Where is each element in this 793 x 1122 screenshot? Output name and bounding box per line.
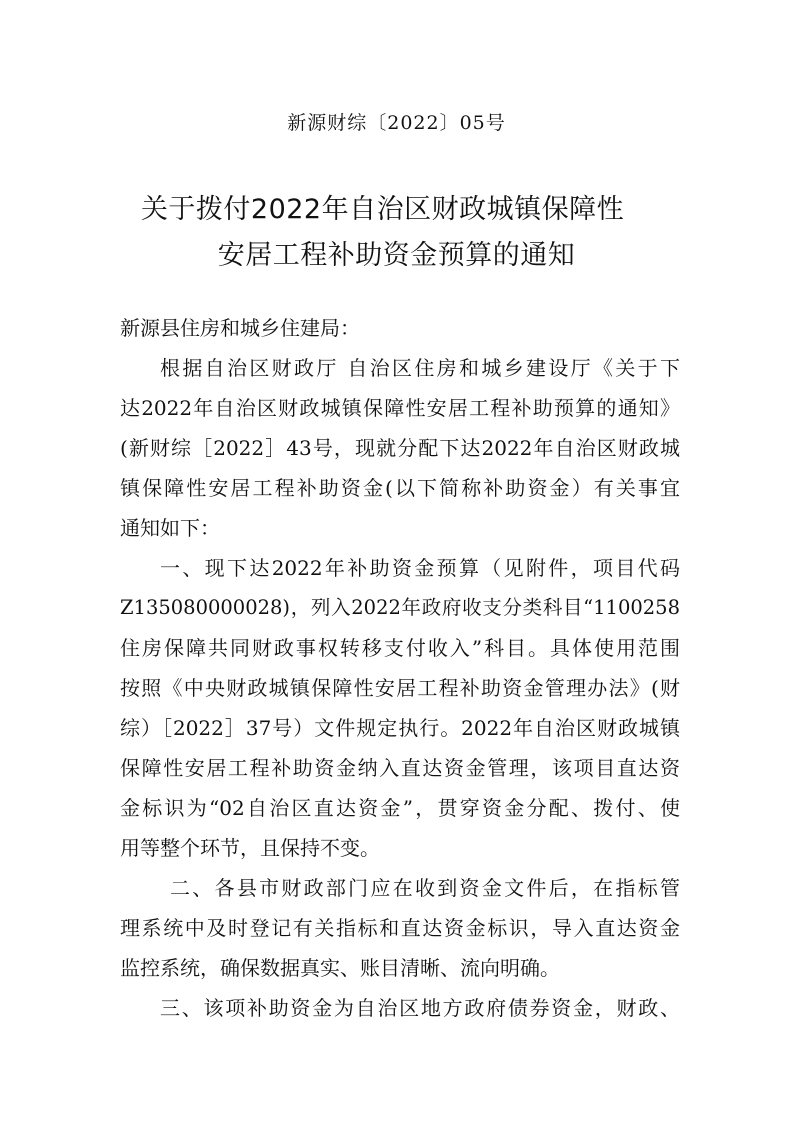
body-line-16: 监控系统，确保数据真实、账目清晰、流向明确。 bbox=[120, 956, 560, 980]
body-line-9: 按照《中央财政城镇保障性安居工程补助资金管理办法》(财 bbox=[120, 676, 680, 700]
body-line-14: 二、各县市财政部门应在收到资金文件后，在指标管 bbox=[170, 876, 680, 900]
body-line-13: 用等整个环节，且保持不变。 bbox=[120, 836, 380, 860]
body-line-1: 根据自治区财政厅 自治区住房和城乡建设厅《关于下 bbox=[160, 356, 680, 380]
body-line-2: 达2022年自治区财政城镇保障性安居工程补助预算的通知》 bbox=[120, 396, 680, 420]
body-line-7: Z135080000028)，列入2022年政府收支分类科目“1100258 bbox=[120, 596, 680, 619]
title-line-1: 关于拨付2022年自治区财政城镇保障性 bbox=[140, 194, 625, 225]
addressee: 新源县住房和城乡住建局： bbox=[120, 316, 360, 340]
body-line-15: 理系统中及时登记有关指标和直达资金标识，导入直达资金 bbox=[120, 916, 680, 940]
body-line-4: 镇保障性安居工程补助资金(以下简称补助资金）有关事宜 bbox=[120, 476, 680, 500]
body-line-6: 一、现下达2022年补助资金预算（见附件，项目代码 bbox=[160, 556, 680, 580]
body-line-8: 住房保障共同财政事权转移支付收入”科目。具体使用范围 bbox=[120, 636, 680, 660]
body-line-10: 综）［2022］37号）文件规定执行。2022年自治区财政城镇 bbox=[120, 716, 680, 740]
body-line-12: 金标识为“02自治区直达资金”，贯穿资金分配、拨付、使 bbox=[120, 796, 680, 820]
body-line-11: 保障性安居工程补助资金纳入直达资金管理，该项目直达资 bbox=[120, 756, 680, 780]
document-number: 新源财综〔2022〕05号 bbox=[287, 112, 506, 134]
title-line-2: 安居工程补助资金预算的通知 bbox=[217, 240, 576, 271]
body-line-5: 通知如下： bbox=[120, 516, 220, 540]
body-line-17: 三、该项补助资金为自治区地方政府债券资金，财政、 bbox=[160, 996, 680, 1020]
body-line-3: (新财综［2022］43号，现就分配下达2022年自治区财政城 bbox=[120, 436, 680, 460]
